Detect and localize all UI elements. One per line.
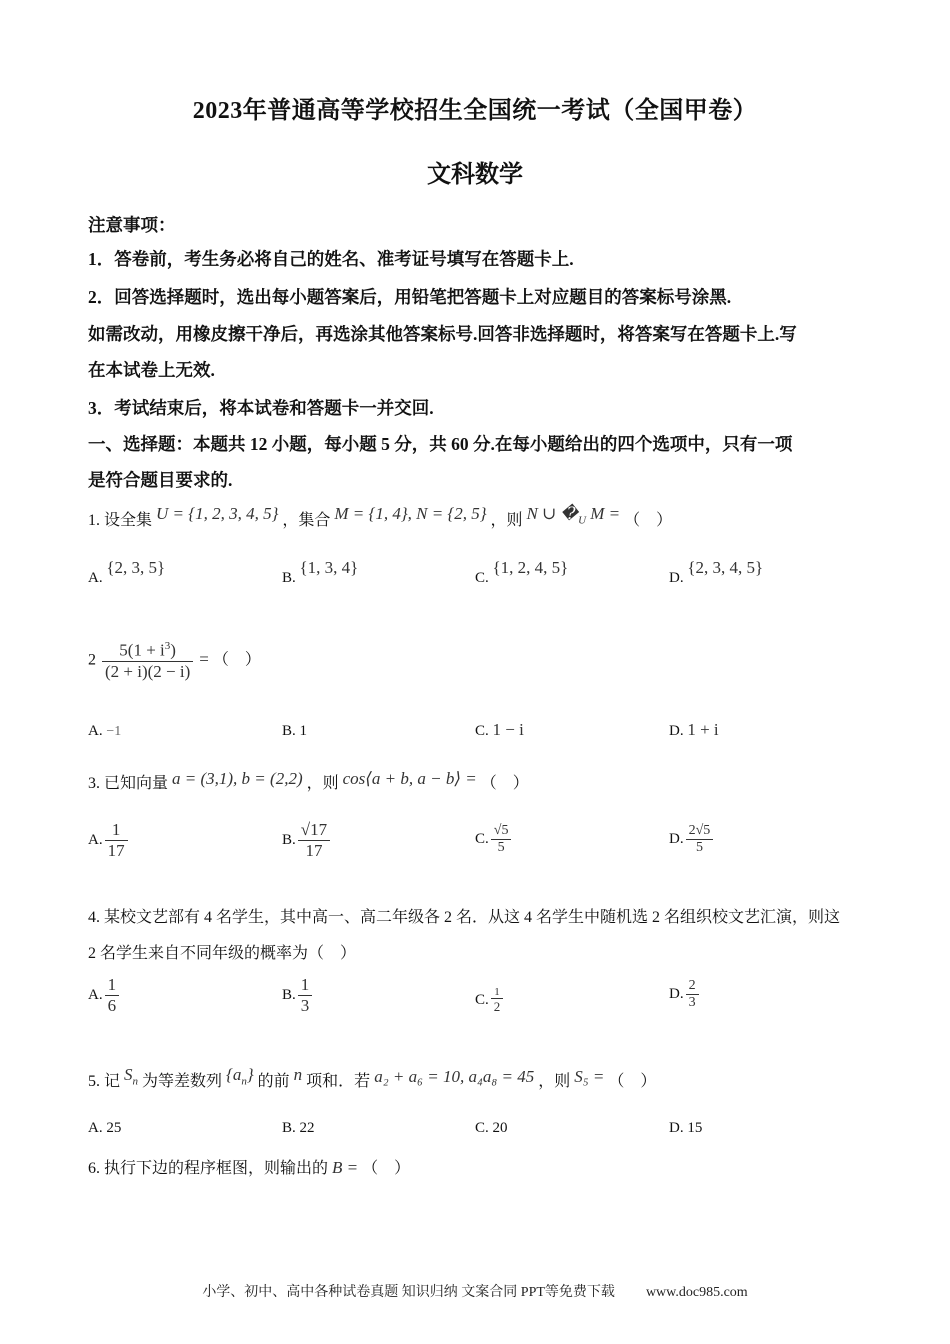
q6-answer-paren: （ ） (362, 1160, 411, 1177)
q1-b-label: B. (282, 570, 296, 586)
q3-b-num: √17 (300, 820, 328, 839)
q5-condition: a₂ + a₆ = 10, a₄a₈ = 45 (374, 1067, 535, 1086)
question-6 (88, 1155, 410, 1178)
q1-expr-end: M = (590, 504, 621, 523)
q5-an-close: } (246, 1065, 254, 1084)
q2-b-label: B. (282, 723, 296, 739)
q1-c-value: {1, 2, 4, 5} (492, 558, 569, 577)
q1-a-value: {2, 3, 5} (106, 558, 166, 577)
q3-c-den: 5 (491, 839, 512, 856)
q4-option-b (282, 975, 314, 1016)
q1-universal-set: U = {1, 2, 3, 4, 5} (156, 504, 279, 523)
q3-a-den: 17 (105, 840, 128, 861)
q1-option-c (475, 558, 569, 587)
q3-a-label: A. (88, 831, 103, 848)
q3-d-den: 5 (686, 839, 714, 856)
q5-b-label: B. (282, 1120, 296, 1136)
q3-b-den: 17 (298, 840, 330, 861)
q5-sn (124, 1065, 139, 1088)
q3-d-label: D. (669, 830, 684, 847)
q2-fraction (102, 640, 193, 682)
q2-d-value: 1 + i (687, 720, 719, 739)
q1-mid: ，集合 (282, 512, 331, 529)
q4-d-label: D. (669, 985, 684, 1002)
notice-item-2-end: 在本试卷上无效. (88, 360, 215, 380)
q2-option-c (475, 720, 524, 740)
q5-c-value: 20 (492, 1120, 508, 1136)
q5-a-value: 25 (106, 1120, 122, 1136)
question-2 (88, 640, 261, 682)
q1-prefix: 1. 设全集 (88, 512, 153, 529)
q2-answer-paren: （ ） (212, 651, 261, 669)
q5-an (226, 1065, 254, 1088)
q5-option-b (282, 1120, 315, 1137)
q5-then: ，则 (538, 1073, 571, 1090)
q4-d-fraction (686, 978, 699, 1011)
q2-num-text: 5(1 + i (119, 640, 165, 660)
q1-then: ，则 (490, 512, 523, 529)
q5-a-label: A. (88, 1120, 103, 1136)
q5-an-symbol: {a (226, 1065, 242, 1084)
q2-num-close: ) (170, 640, 176, 660)
q6-var: B = (332, 1158, 359, 1177)
q5-s5: S₅ = (574, 1067, 605, 1086)
q1-option-d (669, 558, 764, 587)
question-3 (88, 770, 529, 793)
q4-a-num: 1 (107, 975, 117, 994)
q3-c-label: C. (475, 830, 489, 847)
q1-d-value: {2, 3, 4, 5} (687, 558, 764, 577)
q2-a-label: A. (88, 723, 103, 739)
q2-option-d (669, 720, 719, 740)
q3-c-fraction (491, 823, 512, 856)
page-footer (0, 1281, 950, 1301)
q5-sn-sub: n (132, 1075, 139, 1088)
q3-d-fraction (686, 823, 714, 856)
q4-b-den: 3 (298, 995, 313, 1016)
q5-an-sub: n (241, 1075, 247, 1088)
q4-option-c (475, 986, 505, 1015)
q4-c-label: C. (475, 991, 489, 1008)
q4-b-num: 1 (300, 975, 310, 994)
q2-option-b (282, 723, 307, 740)
section-1-heading-end: 是符合题目要求的. (88, 470, 233, 490)
q3-c-num: √5 (493, 823, 509, 838)
q5-mid3: 项和．若 (306, 1073, 371, 1090)
q5-c-label: C. (475, 1120, 489, 1136)
q4-d-num: 2 (688, 978, 696, 993)
q5-option-a (88, 1120, 121, 1137)
q2-equals: = (199, 649, 209, 669)
q3-expression: cos⟨a + b, a − b⟩ = (342, 769, 477, 788)
q1-b-value: {1, 3, 4} (299, 558, 359, 577)
q3-option-b (282, 820, 332, 861)
notice-item-2-continued: 如需改动，用橡皮擦干净后，再选涂其他答案标号.回答非选择题时，将答案写在答题卡上.写 (88, 324, 797, 344)
q2-d-label: D. (669, 723, 684, 739)
q1-expr: N ∪ � (526, 504, 579, 523)
notice-heading: 注意事项： (88, 215, 176, 235)
q4-option-a (88, 975, 121, 1016)
q4-c-fraction (491, 986, 504, 1015)
q4-c-num: 1 (494, 986, 500, 998)
q1-c-label: C. (475, 570, 489, 586)
q5-answer-paren: （ ） (608, 1073, 657, 1090)
q5-b-value: 22 (299, 1120, 315, 1136)
q4-a-den: 6 (105, 995, 120, 1016)
q2-b-value: 1 (299, 723, 308, 739)
q3-option-d (669, 823, 715, 856)
q3-a-fraction (105, 820, 128, 861)
q3-b-label: B. (282, 831, 296, 848)
q5-d-label: D. (669, 1120, 684, 1136)
q1-option-b (282, 558, 359, 587)
exam-title: 2023年普通高等学校招生全国统一考试（全国甲卷） (192, 98, 758, 124)
q1-expression (526, 504, 621, 527)
q3-option-a (88, 820, 130, 861)
q3-b-fraction (298, 820, 330, 861)
footer-text: 小学、初中、高中各种试卷真题 知识归纳 文案合同 PPT等免费下载 (202, 1285, 615, 1300)
q4-b-fraction (298, 975, 313, 1016)
q5-prefix: 5. 记 (88, 1073, 121, 1090)
section-1-heading: 一、选择题：本题共 12 小题，每小题 5 分，共 60 分.在每小题给出的四个选项中，只有一项 (88, 434, 793, 454)
q5-option-c (475, 1120, 508, 1137)
q4-a-label: A. (88, 986, 103, 1003)
q4-a-fraction (105, 975, 120, 1016)
q6-prefix: 6. 执行下边的程序框图，则输出的 (88, 1160, 329, 1177)
q2-c-label: C. (475, 723, 489, 739)
q2-denominator: (2 + i)(2 − i) (102, 661, 193, 682)
exam-subtitle: 文科数学 (427, 162, 523, 188)
notice-item-1: 1．答卷前，考生务必将自己的姓名、准考证号填写在答题卡上. (88, 249, 574, 269)
q5-mid2: 的前 (257, 1073, 290, 1090)
q4-b-label: B. (282, 986, 296, 1003)
q1-expr-sub: U (578, 514, 587, 527)
q5-d-value: 15 (687, 1120, 703, 1136)
q3-a-num: 1 (111, 820, 121, 839)
q3-prefix: 3. 已知向量 (88, 775, 169, 792)
q2-prefix: 2 (88, 651, 96, 669)
q1-answer-paren: （ ） (624, 512, 673, 529)
q5-sn-symbol: S (124, 1065, 133, 1084)
q4-c-den: 2 (491, 998, 504, 1015)
question-1 (88, 504, 673, 532)
q5-mid1: 为等差数列 (142, 1073, 223, 1090)
notice-item-3: 3．考试结束后，将本试卷和答题卡一并交回. (88, 398, 434, 418)
q1-option-a (88, 558, 166, 587)
q1-d-label: D. (669, 570, 684, 586)
q2-num-exponent: 3 (164, 640, 171, 652)
q3-d-num: 2√5 (688, 823, 711, 838)
q2-numerator (102, 640, 193, 661)
q3-option-c (475, 823, 513, 856)
q1-sets: M = {1, 4}, N = {2, 5} (334, 504, 487, 523)
q2-a-value: −1 (106, 724, 122, 739)
footer-url[interactable]: www.doc985.com (645, 1285, 748, 1300)
q5-n: n (293, 1065, 303, 1084)
question-5 (88, 1065, 657, 1093)
q2-option-a (88, 723, 121, 740)
q4-d-den: 3 (686, 994, 699, 1011)
notice-item-2: 2．回答选择题时，选出每小题答案后，用铅笔把答题卡上对应题目的答案标号涂黑. (88, 287, 732, 307)
q3-then: ，则 (306, 775, 339, 792)
question-4-line-1: 4. 某校文艺部有 4 名学生，其中高一、高二年级各 2 名．从这 4 名学生中随机选 2 名组织校文艺汇演，则这 (88, 909, 841, 926)
q1-a-label: A. (88, 570, 103, 586)
q3-answer-paren: （ ） (480, 775, 529, 792)
question-4-line-2: 2 名学生来自不同年级的概率为（ ） (88, 945, 357, 962)
q3-vectors: a = (3,1), b = (2,2) (172, 769, 303, 788)
q4-option-d (669, 978, 701, 1011)
q5-option-d (669, 1120, 702, 1137)
q2-c-value: 1 − i (492, 720, 524, 739)
